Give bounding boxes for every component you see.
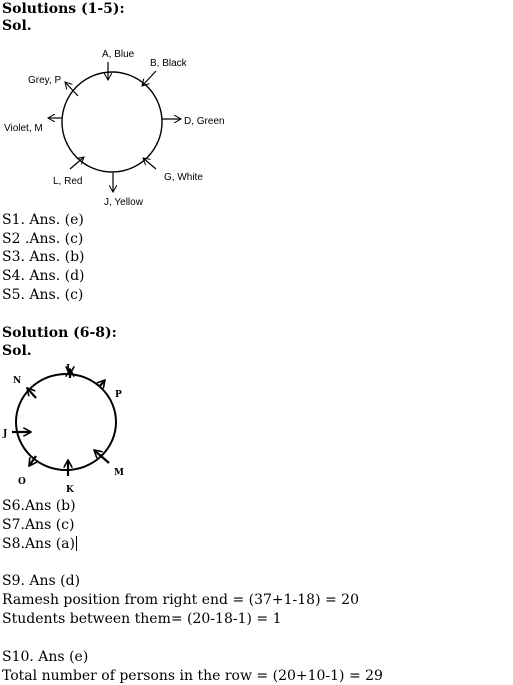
section1-heading: Solutions (1-5):: [2, 1, 125, 17]
answer-s1: S1. Ans. (e): [2, 212, 84, 228]
answer-s10: S10. Ans (e): [2, 649, 89, 665]
answer-s6: S6.Ans (b): [2, 498, 76, 514]
label-l: L: [66, 364, 73, 374]
section2-sol-label: Sol.: [2, 343, 32, 359]
s10-explanation-1: Total number of persons in the row = (20+10-1) = 29: [2, 668, 383, 684]
label-o: O: [18, 477, 26, 487]
label-l-red: L, Red: [53, 176, 83, 187]
label-p: P: [115, 390, 122, 400]
answer-s2: S2 .Ans. (c): [2, 231, 84, 247]
s9-explanation-2: Students between them= (20-18-1) = 1: [2, 611, 282, 627]
s9-explanation-1: Ramesh position from right end = (37+1-18) = 20: [2, 592, 359, 608]
label-j-yellow: J, Yellow: [104, 197, 143, 208]
label-a-blue: A, Blue: [102, 49, 135, 60]
label-p-grey: Grey, P: [28, 75, 62, 86]
label-d-green: D, Green: [184, 116, 225, 127]
label-b-black: B, Black: [150, 58, 187, 69]
answer-s9: S9. Ans (d): [2, 573, 81, 589]
section2-heading: Solution (6-8):: [2, 325, 117, 341]
answer-s8: [2, 535, 77, 553]
answer-s7: S7.Ans (c): [2, 517, 75, 533]
label-g-white: G, White: [164, 172, 203, 183]
answer-s5: S5. Ans. (c): [2, 287, 84, 303]
label-m-violet: Violet, M: [4, 123, 43, 134]
text-cursor: [76, 536, 77, 551]
answer-s8-text: S8.Ans (a): [2, 536, 75, 552]
answer-s4: S4. Ans. (d): [2, 268, 85, 284]
label-m: M: [114, 468, 124, 478]
label-k: K: [66, 485, 74, 495]
label-n: N: [13, 376, 22, 386]
answer-s3: S3. Ans. (b): [2, 249, 85, 265]
label-j: J: [3, 429, 8, 439]
section1-sol-label: Sol.: [2, 18, 32, 34]
